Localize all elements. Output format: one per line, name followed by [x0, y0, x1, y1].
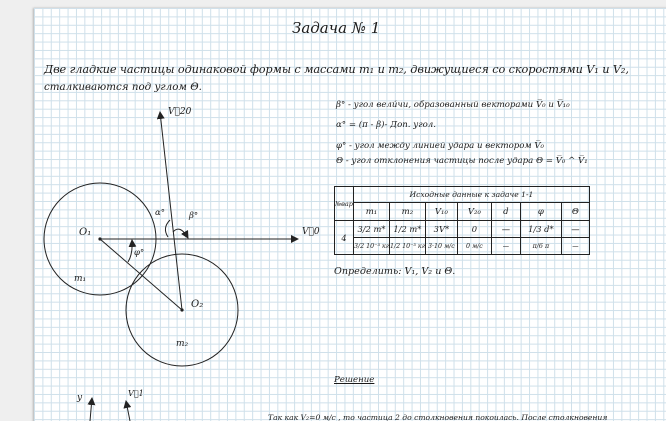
table-cell: —: [491, 238, 520, 255]
definition-alpha: α° = (π - β)- Доп. угол.: [336, 120, 436, 130]
column-header: V₁₀: [425, 203, 457, 221]
find-statement: Определить: V₁, V₂ и Θ.: [334, 266, 456, 277]
table-row: [335, 221, 590, 238]
velocity-v1-arrow: [126, 401, 130, 421]
solution-first-line: Так как V₂=0 м/с , то частица 2 до столкновения покоилась. После столкновения: [268, 413, 608, 421]
problem-statement-line-1: Две гладкие частицы одинаковой формы с массами m₁ и m₂, движущиеся со скоростями V₁ и V₂,: [44, 63, 629, 76]
table-cell: 3/2 m*: [353, 221, 389, 238]
label-phi: φ°: [134, 248, 145, 258]
problem-statement-line-2: сталкиваются под углом Θ.: [44, 81, 202, 93]
initial-data-table: [334, 186, 590, 255]
variant-number: 4: [335, 221, 354, 255]
table-cell: 3/2 10⁻³ кг: [353, 238, 389, 255]
column-header: φ: [520, 203, 561, 221]
definition-beta: β° - угол вели́чи, образованный векторами V̅₀ и V̅₁₀: [336, 100, 570, 110]
solution-heading: Решение: [334, 375, 375, 385]
column-header-row: [335, 203, 590, 221]
label-v20: V⃗20: [168, 107, 192, 117]
table-header-row: [335, 187, 590, 203]
column-header: Θ: [561, 203, 589, 221]
table-cell: 1/3 d*: [520, 221, 561, 238]
page-title: Задача № 1: [292, 19, 381, 37]
table-cell: 1/2 10⁻³ кг: [389, 238, 425, 255]
y-axis-arrow: [90, 398, 92, 421]
beta-angle-arc: [173, 229, 188, 238]
label-beta: β°: [189, 211, 199, 221]
table-cell: 3V*: [425, 221, 457, 238]
table-cell: —: [561, 221, 589, 238]
table-cell: 3·10 м/с: [425, 238, 457, 255]
alpha-angle-arc: [165, 220, 170, 237]
label-m2: m₂: [176, 339, 189, 349]
label-m1: m₁: [74, 274, 87, 284]
table-cell: 0: [457, 221, 491, 238]
variant-number-header: №вар: [335, 187, 354, 221]
table-cell: —: [561, 238, 589, 255]
table-cell: —: [491, 221, 520, 238]
definition-phi: φ° - угол между линией удара и вектором V̅₀: [336, 141, 544, 151]
label-v0: V⃗0: [302, 227, 320, 237]
label-v1: V⃗1: [128, 389, 144, 398]
column-header: m₂: [389, 203, 425, 221]
table-cell: π/6 π: [520, 238, 561, 255]
label-alpha: α°: [155, 208, 165, 218]
table-cell: 1/2 m*: [389, 221, 425, 238]
label-y-axis: y: [77, 393, 83, 403]
column-header: V₂₀: [457, 203, 491, 221]
phi-angle-arc: [128, 240, 132, 262]
definition-theta: Θ - угол отклонения частицы после удара Θ = V̅₀ ^ V̅₁: [336, 156, 588, 166]
table-row: [335, 238, 590, 255]
column-header: d: [491, 203, 520, 221]
center-o2-dot: [180, 308, 183, 311]
label-o1: O₁: [79, 227, 92, 238]
label-o2: O₂: [191, 299, 204, 310]
column-header: m₁: [353, 203, 389, 221]
table-cell: 0 м/с: [457, 238, 491, 255]
initial-data-header: Исходные данные к задаче 1-1: [353, 187, 589, 203]
center-o1-dot: [98, 237, 101, 240]
